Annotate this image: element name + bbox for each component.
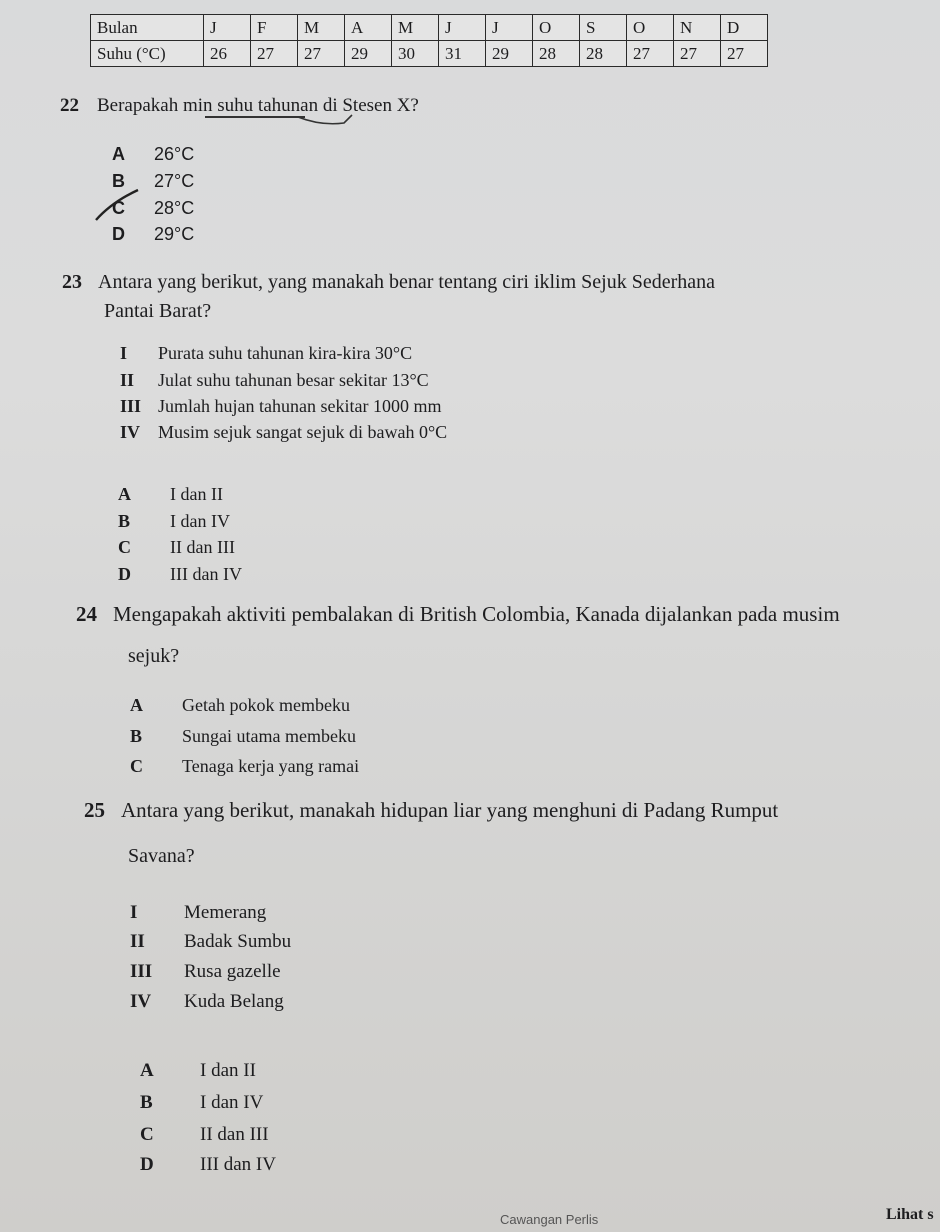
month-cell: M (392, 15, 439, 41)
question-24 (76, 602, 840, 626)
option-letter: D (118, 564, 131, 584)
option-text: I dan IV (170, 511, 230, 531)
footer-branch-text: Cawangan Perlis (500, 1212, 599, 1227)
question-25-line2: Savana? (128, 845, 195, 867)
option-letter: A (140, 1060, 154, 1081)
month-cell: A (345, 15, 392, 41)
option-letter: D (140, 1154, 154, 1175)
option-text: Tenaga kerja yang ramai (182, 756, 360, 776)
option-letter: C (140, 1124, 154, 1145)
option-letter: B (112, 171, 125, 191)
temp-cell: 29 (486, 41, 533, 67)
option-text: III dan IV (200, 1154, 276, 1175)
option-text: Sungai utama membeku (182, 726, 356, 746)
statement-text: Rusa gazelle (184, 961, 281, 982)
question-text-line1: Antara yang berikut, manakah hidupan liar yang menghuni di Padang Rumput (121, 798, 779, 822)
option-text: 26°C (154, 144, 195, 164)
month-cell: J (486, 15, 533, 41)
month-cell: O (533, 15, 580, 41)
month-row (91, 15, 768, 41)
option-letter: A (130, 695, 143, 715)
temperature-table (90, 14, 768, 67)
option-text: I dan II (200, 1060, 256, 1081)
month-cell: O (627, 15, 674, 41)
question-23 (62, 270, 715, 294)
temp-cell: 27 (627, 41, 674, 67)
option-letter: B (118, 511, 131, 531)
option-text: Getah pokok membeku (182, 695, 350, 715)
statement-numeral: I (130, 902, 138, 923)
option-letter: B (140, 1092, 153, 1113)
option-letter: C (112, 198, 125, 218)
statement-text: Badak Sumbu (184, 931, 292, 952)
month-cell: N (674, 15, 721, 41)
option-letter: C (118, 537, 131, 557)
question-23-line2: Pantai Barat? (104, 300, 212, 322)
month-cell: M (298, 15, 345, 41)
month-cell: J (204, 15, 251, 41)
statement-numeral: III (130, 961, 153, 982)
question-25 (84, 798, 778, 822)
option-text: 27°C (154, 171, 195, 191)
statement-numeral: IV (120, 422, 141, 442)
question-number: 24 (76, 602, 97, 626)
temp-cell: 30 (392, 41, 439, 67)
question-24-line2: sejuk? (128, 645, 180, 667)
option-text: II dan III (170, 537, 235, 557)
statement-text: Memerang (184, 902, 267, 923)
question-number: 23 (62, 271, 82, 293)
month-cell: D (721, 15, 768, 41)
option-text: III dan IV (170, 564, 242, 584)
statement-numeral: IV (130, 991, 152, 1012)
table-header-label: Bulan (91, 15, 204, 41)
option-letter: A (118, 484, 131, 504)
option-letter: B (130, 726, 143, 746)
footer-continue-text: Lihat s (886, 1206, 934, 1223)
statement-text: Kuda Belang (184, 991, 284, 1012)
question-number: 25 (84, 798, 105, 822)
option-letter: A (112, 144, 125, 164)
question-text: Berapakah min suhu tahunan di Stesen X? (97, 95, 419, 116)
month-cell: F (251, 15, 298, 41)
pen-answer-mark (92, 188, 142, 224)
statement-numeral: I (120, 343, 128, 363)
temp-cell: 27 (674, 41, 721, 67)
month-cell: S (580, 15, 627, 41)
question-text-line1: Antara yang berikut, yang manakah benar tentang ciri iklim Sejuk Sederhana (98, 271, 716, 293)
option-letter: C (130, 756, 143, 776)
option-text: I dan IV (200, 1092, 264, 1113)
statement-numeral: III (120, 396, 142, 416)
temp-cell: 31 (439, 41, 486, 67)
option-text: 29°C (154, 224, 195, 244)
statement-numeral: II (130, 931, 145, 952)
question-number: 22 (60, 95, 79, 116)
pen-tick-mark (296, 114, 356, 128)
option-text: I dan II (170, 484, 223, 504)
statement-text: Julat suhu tahunan besar sekitar 13°C (158, 370, 429, 390)
option-text: 28°C (154, 198, 195, 218)
question-text-line1: Mengapakah aktiviti pembalakan di British Colombia, Kanada dijalankan pada musim (113, 602, 840, 626)
statement-text: Jumlah hujan tahunan sekitar 1000 mm (158, 396, 442, 416)
option-letter: D (112, 224, 125, 244)
month-cell: J (439, 15, 486, 41)
pen-underline-mark (205, 116, 305, 118)
temp-cell: 27 (721, 41, 768, 67)
temp-cell: 28 (533, 41, 580, 67)
temperature-row (91, 41, 768, 67)
table-row-label: Suhu (°C) (91, 41, 204, 67)
statement-text: Musim sejuk sangat sejuk di bawah 0°C (158, 422, 448, 442)
statement-numeral: II (120, 370, 135, 390)
temp-cell: 28 (580, 41, 627, 67)
statement-text: Purata suhu tahunan kira-kira 30°C (158, 343, 413, 363)
temp-cell: 29 (345, 41, 392, 67)
temp-cell: 27 (298, 41, 345, 67)
temp-cell: 26 (204, 41, 251, 67)
question-22 (60, 94, 419, 118)
option-text: II dan III (200, 1124, 269, 1145)
temp-cell: 27 (251, 41, 298, 67)
